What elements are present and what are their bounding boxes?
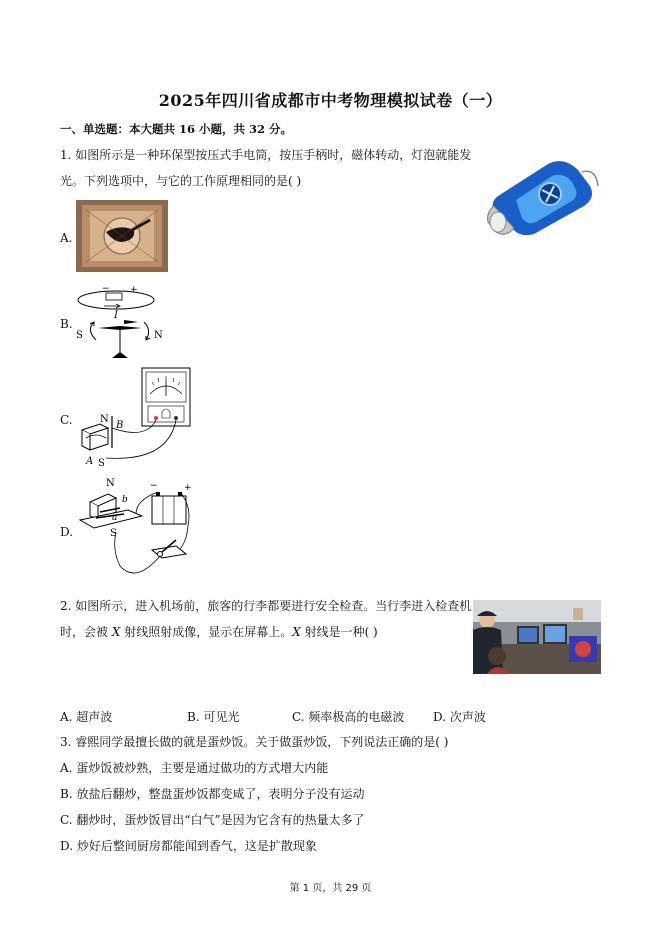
q2-option-d: D. 次声波 bbox=[433, 710, 486, 724]
q2-option-c: C. 频率极高的电磁波 bbox=[292, 710, 405, 724]
fig-c-a: A bbox=[86, 456, 94, 467]
fig-d-s: S bbox=[110, 528, 117, 539]
q2-x-symbol-2: X bbox=[292, 625, 301, 639]
galvanometer-experiment-figure bbox=[76, 366, 194, 470]
fig-d-n: N bbox=[106, 478, 115, 489]
fig-c-n: N bbox=[100, 414, 109, 425]
fig-d-plus: + bbox=[184, 483, 192, 493]
q1-stem-line2: 光。下列选项中，与它的工作原理相同的是( ) bbox=[60, 174, 302, 188]
fig-b-n: N bbox=[154, 330, 163, 341]
section-heading: 一、单选题：本大题共 16 小题，共 32 分。 bbox=[60, 122, 293, 136]
q3-option-a: A. 蛋炒饭被炒熟，主要是通过做功的方式增大内能 bbox=[60, 761, 329, 775]
fig-c-s: S bbox=[98, 458, 105, 469]
q3-option-b: B. 放盐后翻炒，整盘蛋炒饭都变咸了，表明分子没有运动 bbox=[60, 787, 365, 801]
compass-sinan-image bbox=[76, 200, 168, 272]
fig-d-a: a bbox=[112, 513, 118, 523]
q1-option-a-label: A. bbox=[60, 231, 73, 245]
fig-b-plus: + bbox=[130, 285, 138, 295]
q2-stem-line1: 2. 如图所示，进入机场前，旅客的行李都要进行安全检查。当行李进入检查机 bbox=[60, 599, 472, 613]
flashlight-image bbox=[486, 150, 601, 238]
fig-b-minus: − bbox=[102, 284, 110, 294]
fig-d-b: b bbox=[122, 495, 128, 505]
q3-option-c: C. 翻炒时，蛋炒饭冒出“白气”是因为它含有的热量太多了 bbox=[60, 813, 365, 827]
oersted-experiment-figure bbox=[76, 284, 168, 364]
q1-option-c-label: C. bbox=[60, 413, 73, 427]
fig-d-minus: − bbox=[150, 481, 158, 491]
fig-b-s: S bbox=[76, 330, 83, 341]
q1-option-b-label: B. bbox=[60, 317, 73, 331]
airport-security-photo bbox=[473, 600, 601, 674]
fig-b-current: I bbox=[114, 310, 118, 321]
q2-option-a: A. 超声波 bbox=[60, 710, 113, 724]
q3-stem: 3. 睿熙同学最擅长做的就是蛋炒饭。关于做蛋炒饭，下列说法正确的是( ) bbox=[60, 735, 449, 749]
page-footer: 第 1 页，共 29 页 bbox=[289, 883, 372, 894]
q1-stem-line1: 1. 如图所示是一种环保型按压式手电筒，按压手柄时，磁体转动，灯泡就能发 bbox=[60, 148, 472, 162]
q3-option-d: D. 炒好后整间厨房都能闻到香气，这是扩散现象 bbox=[60, 839, 317, 853]
q1-option-d-label: D. bbox=[60, 525, 74, 539]
motor-experiment-figure bbox=[76, 476, 196, 586]
q2-x-symbol-1: X bbox=[111, 625, 121, 639]
fig-c-b: B bbox=[116, 420, 124, 431]
q2-stem-line2: 时，会被 X 射线照射成像，显示在屏幕上。X 射线是一种( ) bbox=[60, 625, 378, 639]
q2-option-b: B. 可见光 bbox=[187, 710, 240, 724]
page-title: 2025年四川省成都市中考物理模拟试卷（一） bbox=[158, 91, 503, 110]
